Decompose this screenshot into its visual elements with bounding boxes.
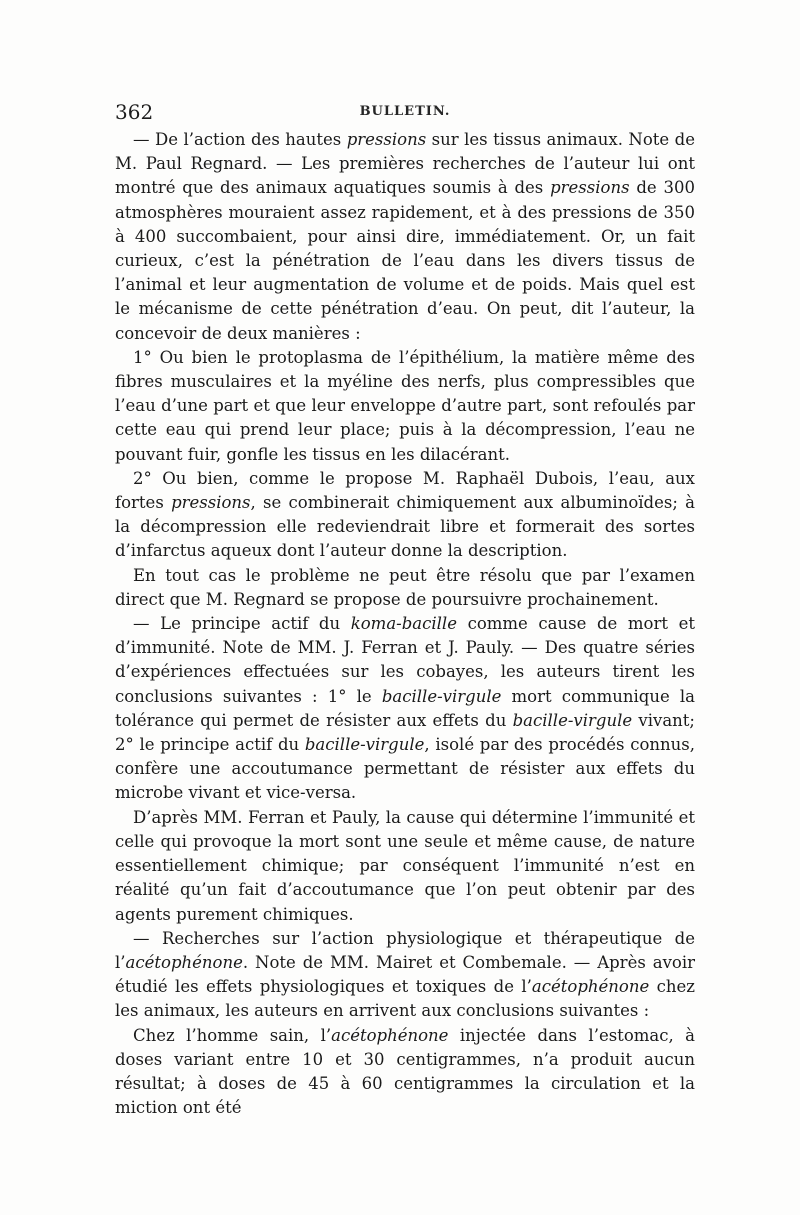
italic-term: koma-bacille: [350, 614, 457, 634]
body-text: [115, 128, 695, 1120]
text-run: sur les tissus animaux. Note de M. Paul Regnard. — Les premières recherches de l’auteur lui ont montré que des animaux aquatiques soumis à des: [115, 130, 695, 198]
text-run: — Le principe actif du: [133, 614, 351, 634]
italic-term: pressions: [346, 130, 427, 149]
paragraph: [115, 467, 695, 564]
page-number: 362: [115, 100, 154, 124]
italic-term: pressions: [171, 493, 251, 513]
running-title: BULLETIN.: [359, 104, 451, 119]
paragraph: [115, 612, 695, 806]
text-run: de 300 atmosphères mouraient assez rapidement, et à des pressions de 350 à 400 succombaient, pour ainsi dire, immédiatement. Or, un fait curieux, c’est la pénétration de l’eau dans les divers tissus de l’animal et leur augmentation de volume et de poids. Mais quel est le mécanisme de cette pénétration d’eau. On peut, dit l’auteur, la concevoir de deux manières :: [115, 178, 695, 343]
paragraph: [115, 927, 695, 1024]
italic-term: bacille-virgule: [512, 710, 633, 730]
paragraph: [115, 806, 695, 927]
paragraph: [115, 128, 695, 346]
text-run: . Note de MM. Mairet et Combemale. — Après avoir étudié les effets physiologiques et toxiques de l’: [115, 952, 695, 997]
italic-term: acétophénone: [531, 977, 650, 997]
text-run: injectée dans l’estomac, à doses variant entre 10 et 30 centigrammes, n’a produit aucun résultat; à doses de 45 à 60 centigrammes la circulation et la miction ont été: [115, 1025, 695, 1118]
text-run: chez les animaux, les auteurs en arrivent aux conclusions suivantes :: [115, 977, 695, 1021]
text-run: , se combinerait chimiquement aux albuminoïdes; à la décompression elle redeviendrait libre et formerait des sortes d’infarctus aqueux dont l’auteur donne la description.: [115, 493, 695, 561]
text-run: 2° Ou bien, comme le propose M. Raphaël Dubois, l’eau, aux fortes: [115, 468, 695, 513]
italic-term: bacille-virgule: [304, 735, 425, 755]
italic-term: acétophénone: [125, 952, 243, 972]
text-run: — De l’action des hautes: [133, 130, 347, 149]
text-run: comme cause de mort et d’immunité. Note de MM. J. Ferran et J. Pauly. — Des quatre séries d’expériences effectuées sur les cobayes, les auteurs tirent les conclusions suivantes : 1° le: [115, 614, 695, 706]
text-run: mort communique la tolérance qui permet de résister aux effets du: [115, 686, 695, 730]
page-header: [115, 100, 695, 126]
text-run: D’après MM. Ferran et Pauly, la cause qui détermine l’immunité et celle qui provoque la mort sont une seule et même cause, de nature essentiellement chimique; par conséquent l’immunité n’est en réalité qu’un fait d’accoutumance que l’on peut obtenir par des agents purement chimiques.: [115, 807, 695, 924]
italic-term: acétophénone: [331, 1025, 449, 1045]
italic-term: bacille-virgule: [381, 686, 502, 706]
text-run: — Recherches sur l’action physiologique et thérapeutique de l’: [115, 928, 695, 972]
text-run: Chez l’homme sain, l’: [133, 1025, 332, 1045]
text-run: , isolé par des procédés connus, confère une accoutumance permettant de résister aux effets du microbe vivant et vice-versa.: [115, 735, 695, 803]
italic-term: pressions: [550, 178, 630, 198]
text-run: En tout cas le problème ne peut être résolu que par l’examen direct que M. Regnard se propose de poursuivre prochainement.: [115, 565, 695, 609]
text-run: 1° Ou bien le protoplasma de l’épithélium, la matière même des fibres musculaires et la myéline des nerfs, plus compressibles que l’eau d’une part et que leur enveloppe d’autre part, sont refoulés par cette eau qui prend leur place; puis à la décompression, l’eau ne pouvant fuir, gonfle les tissus en les dilacérant.: [115, 347, 695, 464]
paragraph: [115, 346, 695, 467]
paragraph: [115, 564, 695, 612]
text-run: vivant; 2° le principe actif du: [115, 710, 695, 755]
paragraph: [115, 1024, 695, 1121]
